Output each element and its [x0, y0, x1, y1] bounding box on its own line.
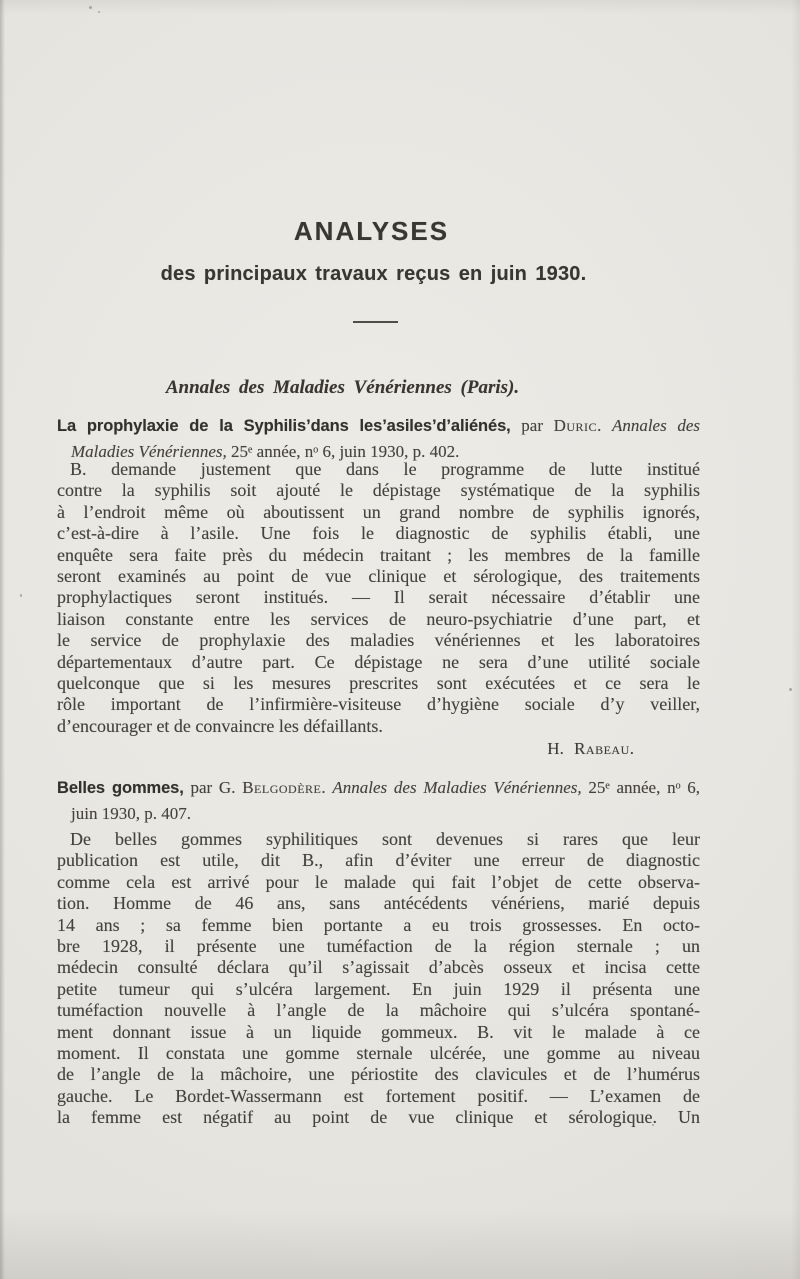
body-line: quelconque que si les mesures prescrites sont exécutées et ce sera le	[57, 673, 700, 694]
article-body-1	[57, 459, 700, 737]
body-line: d’encourager et de convaincre les défaillants.	[57, 715, 383, 736]
body-line: De belles gommes syphilitiques sont devenues si rares que leur	[70, 829, 700, 849]
article-title: Belles gommes,	[57, 779, 184, 797]
journal-section-heading: Annales des Maladies Vénériennes (Paris).	[165, 377, 520, 398]
ink-speck	[20, 594, 22, 597]
journal-name: Annales des Maladies Vénériennes,	[332, 778, 582, 797]
page-subtitle: des principaux travaux reçus en juin 1930.	[160, 263, 587, 285]
body-line: bre 1928, il présente une tuméfaction de la région sternale ; un	[57, 936, 700, 957]
author-name: Duric	[553, 416, 598, 435]
byline-label: par G.	[183, 778, 243, 797]
body-line: tion. Homme de 46 ans, sans antécédents vénériens, marié depuis	[57, 893, 700, 914]
body-line: ment donnant issue à un liquide gommeux. B. vit le malade à ce	[57, 1021, 700, 1042]
body-line: petite tumeur qui s’ulcéra largement. En juin 1929 il présenta une	[57, 978, 700, 999]
signature-name: Rabeau	[574, 739, 630, 758]
body-line: liaison constante entre les services de neuro-psychiatrie d’une part, et	[57, 608, 700, 629]
journal-name: Annales des Maladies Vénériennes,	[71, 416, 701, 461]
separator: .	[321, 778, 333, 797]
signature-period: .	[629, 739, 634, 758]
ink-speck	[789, 688, 792, 691]
body-line: médecin consulté déclara qu’il s’agissait d’abcès osseux et incisa cette	[57, 957, 700, 978]
body-line: à l’endroit même où aboutissent un grand nombre de syphilis ignorés,	[57, 501, 700, 522]
body-line: B. demande justement que dans le programme de lutte institué	[70, 459, 700, 479]
separator: .	[597, 416, 612, 435]
body-line: rôle important de l’infirmière-visiteuse d’hygiène sociale d’y veiller,	[57, 694, 700, 715]
article-reference-1	[57, 413, 700, 465]
body-line: enquête sera faite près du médecin traitant ; les membres de la famille	[57, 544, 700, 565]
text-column	[57, 0, 700, 1279]
author-signature	[547, 739, 634, 759]
body-line: tuméfaction nouvelle à l’angle de la mâchoire qui s’ulcéra spontané-	[57, 1000, 700, 1021]
body-line: le service de prophylaxie des maladies vénériennes et les laboratoires	[57, 630, 700, 651]
issue-info: 25ᵉ année, nᵒ 6, juin 1930, p. 402.	[226, 442, 460, 461]
byline-label: par	[510, 416, 554, 435]
article-body-2	[57, 829, 700, 1129]
author-name: Belgodère	[242, 778, 322, 797]
body-line: moment. Il constata une gomme sternale ulcérée, une gomme au niveau	[57, 1043, 700, 1064]
article-title: La prophylaxie de la Syphilis’dans les’asiles’d’aliénés,	[57, 417, 511, 435]
body-line: départementaux d’autre part. Ce dépistage ne sera d’une utilité sociale	[57, 651, 700, 672]
section-divider-rule	[353, 321, 398, 323]
body-line: prophylactiques seront institués. — Il serait nécessaire d’établir une	[57, 587, 700, 608]
body-line: gauche. Le Bordet-Wassermann est fortement positif. — L’examen de	[57, 1085, 700, 1106]
body-line: c’est-à-dire à l’asile. Une fois le diagnostic de syphilis établi, une	[57, 523, 700, 544]
signature-initial: H.	[547, 739, 575, 758]
issue-info: 25ᵉ année, nᵒ 6, juin 1930, p. 407.	[71, 778, 700, 823]
body-line: publication est utile, dit B., afin d’éviter une erreur de diagnostic	[57, 850, 700, 871]
body-line: 14 ans ; sa femme bien portante a eu trois grossesses. En octo-	[57, 914, 700, 935]
body-line: de l’angle de la mâchoire, une périostite des clavicules et de l’humérus	[57, 1064, 700, 1085]
article-reference-2	[57, 775, 700, 827]
body-line: seront examinés au point de vue clinique et sérologique, des traitements	[57, 566, 700, 587]
body-line: contre la syphilis soit ajouté le dépistage systématique de la syphilis	[57, 480, 700, 501]
body-line: la femme est négatif au point de vue clinique et sérologique. Un	[57, 1107, 700, 1128]
page-title: ANALYSES	[293, 216, 450, 246]
body-line: comme cela est arrivé pour le malade qui fait l’objet de cette observa-	[57, 871, 700, 892]
